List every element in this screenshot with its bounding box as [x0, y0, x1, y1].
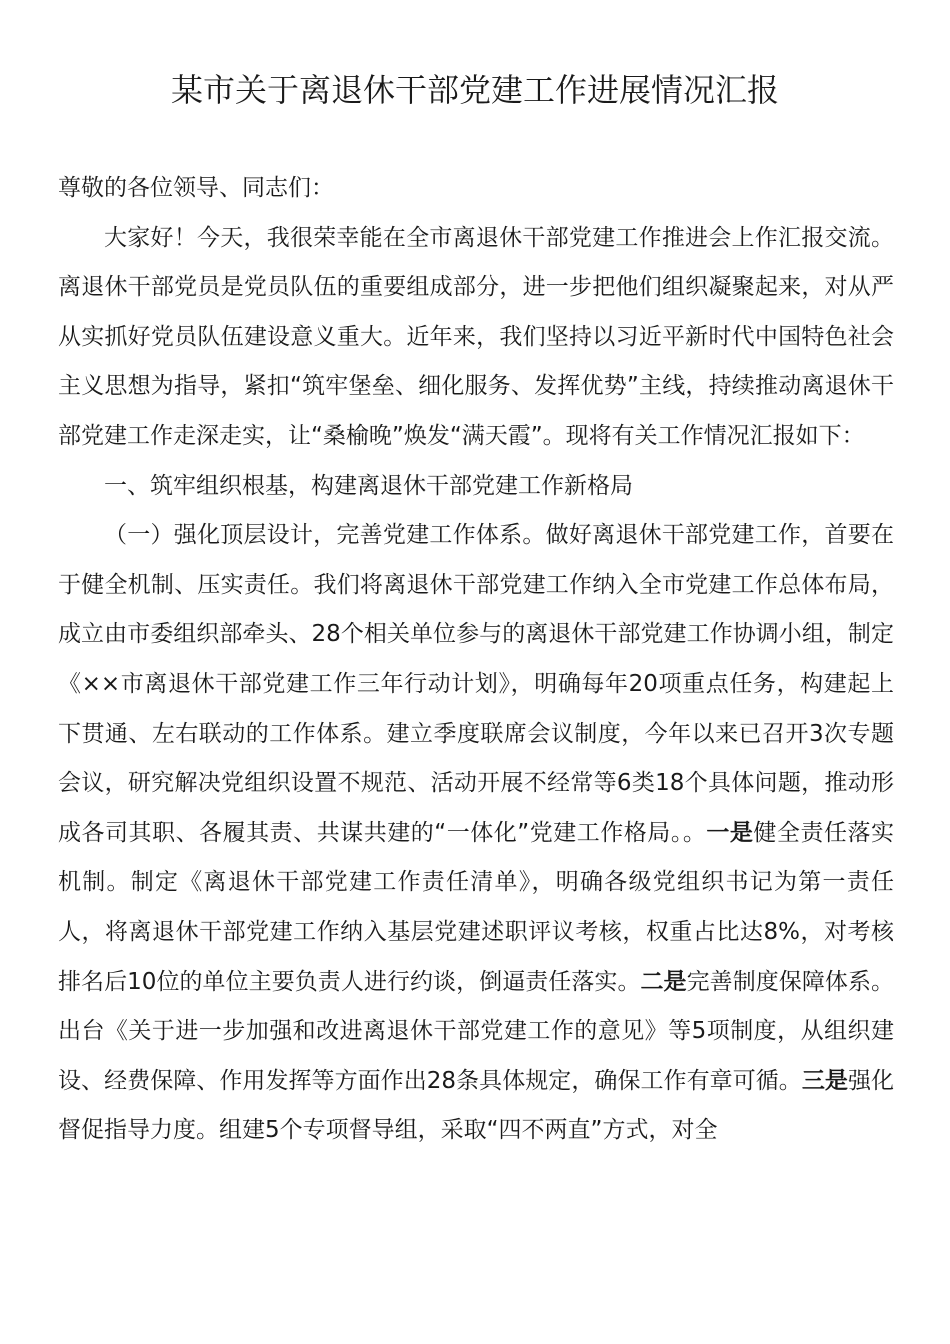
section-paragraph — [58, 511, 894, 1156]
document-body — [58, 164, 894, 1156]
point-1-text: 健全责任落实机制。制定《离退休干部党建工作责任清单》，明确各级党组织书记为第一责任人，将离退休干部党建工作纳入基层党建述职评议考核，权重占比达8%，对考核排名后10位的单位主要负责人进行约谈，倒逼责任落实。 — [58, 819, 894, 995]
point-1-label: 一是 — [706, 819, 754, 846]
point-2-label: 二是 — [640, 968, 687, 995]
point-3-label: 三是 — [801, 1067, 848, 1094]
document-title: 某市关于离退休干部党建工作进展情况汇报 — [170, 71, 779, 109]
intro-paragraph: 大家好！今天，我很荣幸能在全市离退休干部党建工作推进会上作汇报交流。离退休干部党员是党员队伍的重要组成部分，进一步把他们组织凝聚起来，对从严从实抓好党员队伍建设意义重大。近年来，我们坚持以习近平新时代中国特色社会主义思想为指导，紧扣“筑牢堡垒、细化服务、发挥优势”主线，持续推动离退休干部党建工作走深走实，让“桑榆晚”焕发“满天霞”。现将有关工作情况汇报如下： — [58, 224, 894, 449]
section-heading: 一、筑牢组织根基，构建离退休干部党建工作新格局 — [104, 472, 633, 499]
point-2-text: 完善制度保障体系。出台《关于进一步加强和改进离退休干部党建工作的意见》等5项制度，从组织建设、经费保障、作用发挥等方面作出28条具体规定，确保工作有章可循。 — [58, 968, 895, 1094]
point-3-text: 强化督促指导力度。组建5个专项督导组，采取“四不两直”方式，对全 — [58, 1067, 895, 1144]
salutation: 尊敬的各位领导、同志们： — [58, 175, 334, 201]
section-paragraph-lead: （一）强化顶层设计，完善党建工作体系。做好离退休干部党建工作，首要在于健全机制、压实责任。我们将离退休干部党建工作纳入全市党建工作总体布局，成立由市委组织部牵头、28个相关单位参与的离退休干部党建工作协调小组，制定《××市离退休干部党建工作三年行动计划》，明确每年20项重点任务，构建起上下贯通、左右联动的工作体系。建立季度联席会议制度，今年以来已召开3次专题会议，研究解决党组织设置不规范、活动开展不经常等6类18个具体问题，推动形成各司其职、各履其责、共谋共建的“一体化”党建工作格局。。 — [58, 522, 894, 846]
